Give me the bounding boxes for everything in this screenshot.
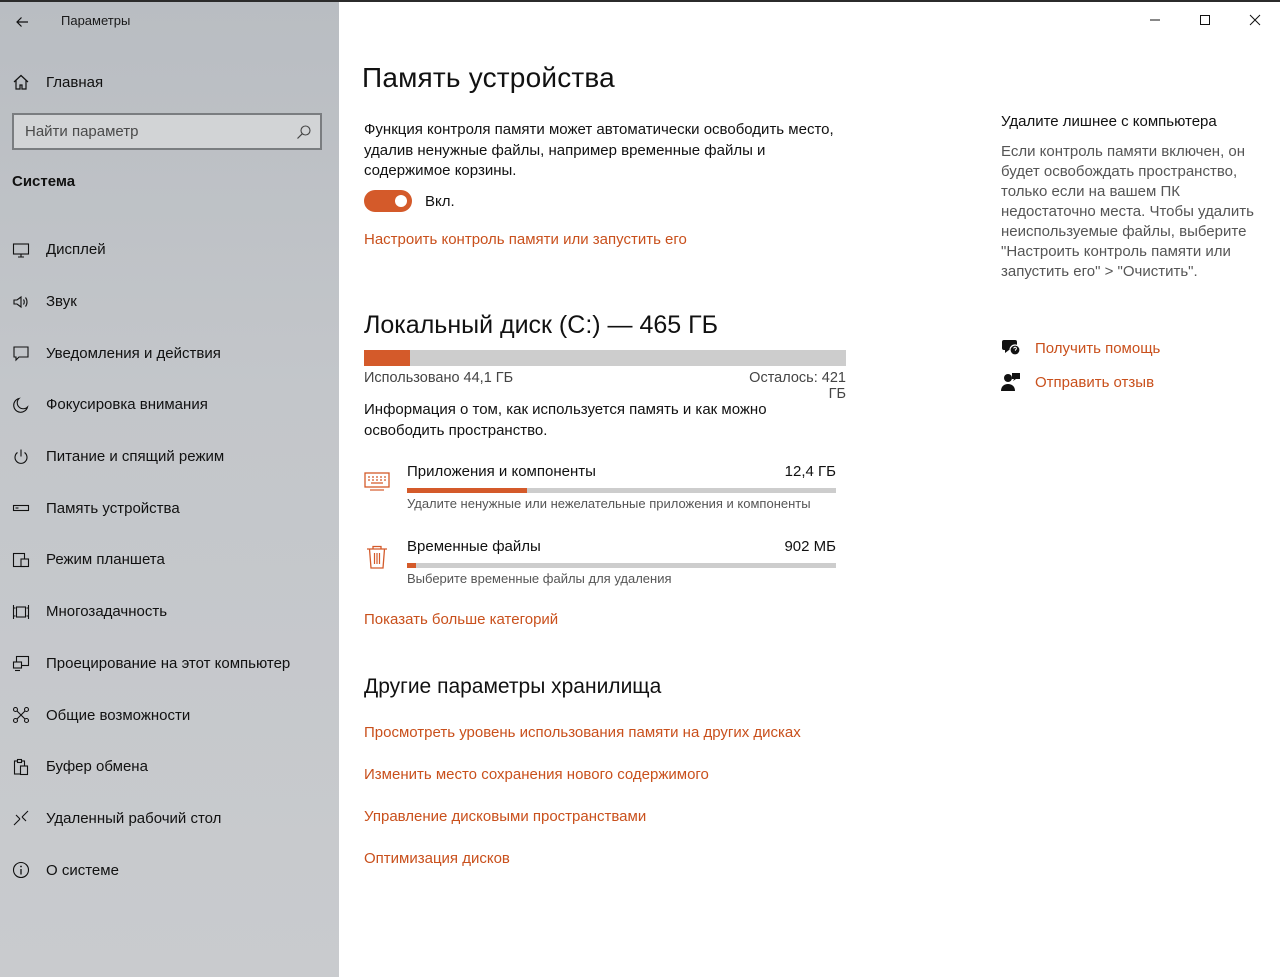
search-icon[interactable] xyxy=(296,124,312,140)
tablet-icon xyxy=(11,550,31,570)
sidebar-section-title: Система xyxy=(12,173,76,190)
sidebar-item-display[interactable] xyxy=(0,224,339,276)
sidebar-item-label: Фокусировка внимания xyxy=(46,396,208,414)
apps-keyboard-icon xyxy=(364,469,390,495)
sidebar-item-label: Питание и спящий режим xyxy=(46,448,225,466)
disk-usage-bar xyxy=(364,350,846,366)
sidebar-item-home[interactable] xyxy=(0,66,339,98)
sidebar-item-label: Уведомления и действия xyxy=(46,344,221,362)
sidebar-item-multitasking[interactable] xyxy=(0,586,339,638)
sidebar-item-label: Проецирование на этот компьютер xyxy=(46,654,291,672)
info-icon xyxy=(11,860,31,880)
sidebar-item-label: Главная xyxy=(46,73,104,91)
sidebar-item-focus-assist[interactable] xyxy=(0,379,339,431)
sidebar-item-clipboard[interactable] xyxy=(0,741,339,793)
category-subtitle: Выберите временные файлы для удаления xyxy=(407,571,672,586)
minimize-icon xyxy=(1149,14,1161,26)
maximize-button[interactable] xyxy=(1180,2,1230,38)
storage-icon xyxy=(11,498,31,518)
sidebar-item-sound[interactable] xyxy=(0,276,339,328)
close-icon xyxy=(1249,14,1261,26)
minimize-button[interactable] xyxy=(1130,2,1180,38)
category-subtitle: Удалите ненужные или нежелательные приложения и компоненты xyxy=(407,496,811,511)
get-help-link[interactable]: Получить помощь xyxy=(1035,339,1161,357)
side-panel-heading: Удалите лишнее с компьютера xyxy=(1001,113,1217,130)
main-content xyxy=(339,2,1280,977)
category-usage-bar xyxy=(407,488,836,493)
manage-storage-spaces-link[interactable]: Управление дисковыми пространствами xyxy=(364,808,647,825)
category-size: 12,4 ГБ xyxy=(784,463,836,480)
category-name: Приложения и компоненты xyxy=(407,463,596,480)
change-save-location-link[interactable]: Изменить место сохранения нового содержимого xyxy=(364,766,709,783)
sidebar-item-power[interactable] xyxy=(0,431,339,483)
projection-icon xyxy=(11,653,31,673)
sidebar-item-label: Звук xyxy=(46,293,77,311)
sidebar-item-label: Память устройства xyxy=(46,499,180,517)
sidebar-item-about[interactable] xyxy=(0,844,339,896)
app-title: Параметры xyxy=(61,13,131,28)
sidebar-item-storage[interactable] xyxy=(0,482,339,534)
disk-free-label: Осталось: 421 ГБ xyxy=(749,370,846,402)
search-input[interactable] xyxy=(14,115,294,148)
view-other-drives-link[interactable]: Просмотреть уровень использования памяти на других дисках xyxy=(364,724,801,741)
display-icon xyxy=(11,240,31,260)
home-icon xyxy=(11,72,31,92)
sidebar-item-notifications[interactable] xyxy=(0,327,339,379)
usage-info-text: Информация о том, как используется память и как можно освободить пространство. xyxy=(364,401,767,439)
category-apps[interactable] xyxy=(364,463,836,523)
back-arrow-icon xyxy=(15,15,29,29)
toggle-knob xyxy=(395,195,407,207)
notification-icon xyxy=(11,343,31,363)
category-usage-fill xyxy=(407,563,416,568)
category-usage-bar xyxy=(407,563,836,568)
sidebar-item-remote-desktop[interactable] xyxy=(0,793,339,845)
search-box xyxy=(12,113,322,150)
title-bar xyxy=(0,2,339,40)
sidebar xyxy=(0,2,339,977)
storage-sense-toggle[interactable] xyxy=(364,190,412,212)
power-icon xyxy=(11,447,31,467)
storage-sense-description: Функция контроля памяти может автоматически освободить место, удалив ненужные файлы, например временные файлы и содержимое корзины. xyxy=(364,121,834,179)
other-storage-settings-title: Другие параметры хранилища xyxy=(364,675,662,698)
configure-storage-sense-link[interactable]: Настроить контроль памяти или запустить его xyxy=(364,231,687,248)
page-title: Память устройства xyxy=(362,62,615,93)
show-more-categories-link[interactable]: Показать больше категорий xyxy=(364,611,559,628)
sidebar-item-label: Дисплей xyxy=(46,241,106,259)
back-button[interactable] xyxy=(8,8,36,36)
multitasking-icon xyxy=(11,602,31,622)
feedback-icon xyxy=(1001,372,1021,392)
sidebar-item-label: Удаленный рабочий стол xyxy=(46,809,222,827)
moon-icon xyxy=(11,395,31,415)
side-panel-text: Если контроль памяти включен, он будет освобождать пространство, только если на вашем ПК недостаточно места. Чтобы удалить неиспользуемые файлы, выберите "Настроить контроль памяти или запустить его" > "Очистить". xyxy=(1001,143,1254,280)
get-help-row[interactable] xyxy=(1001,337,1160,359)
sidebar-item-shared-experiences[interactable] xyxy=(0,689,339,741)
sidebar-item-label: Общие возможности xyxy=(46,706,191,724)
send-feedback-row[interactable] xyxy=(1001,371,1154,393)
sidebar-item-label: Многозадачность xyxy=(46,603,168,621)
category-usage-fill xyxy=(407,488,527,493)
category-size: 902 МБ xyxy=(784,538,836,555)
sidebar-item-label: О системе xyxy=(46,861,119,879)
disk-used-label: Использовано 44,1 ГБ xyxy=(364,370,514,386)
sidebar-item-label: Буфер обмена xyxy=(46,758,148,776)
sidebar-item-tablet-mode[interactable] xyxy=(0,534,339,586)
maximize-icon xyxy=(1199,14,1211,26)
send-feedback-link[interactable]: Отправить отзыв xyxy=(1035,373,1155,391)
toggle-state-label: Вкл. xyxy=(425,193,455,210)
disk-usage-fill xyxy=(364,350,410,366)
disk-title: Локальный диск (C:) — 465 ГБ xyxy=(364,311,719,339)
optimize-drives-link[interactable]: Оптимизация дисков xyxy=(364,850,510,867)
category-name: Временные файлы xyxy=(407,538,541,555)
speaker-icon xyxy=(11,292,31,312)
sidebar-item-projection[interactable] xyxy=(0,638,339,690)
shared-experiences-icon xyxy=(11,705,31,725)
remote-desktop-icon xyxy=(11,808,31,828)
category-temp-files[interactable] xyxy=(364,538,836,598)
trash-icon xyxy=(364,544,390,570)
help-chat-icon xyxy=(1001,338,1021,358)
close-button[interactable] xyxy=(1230,2,1280,38)
window-controls xyxy=(1130,2,1280,38)
clipboard-icon xyxy=(11,757,31,777)
sidebar-item-label: Режим планшета xyxy=(46,551,165,569)
sidebar-nav xyxy=(0,224,339,896)
